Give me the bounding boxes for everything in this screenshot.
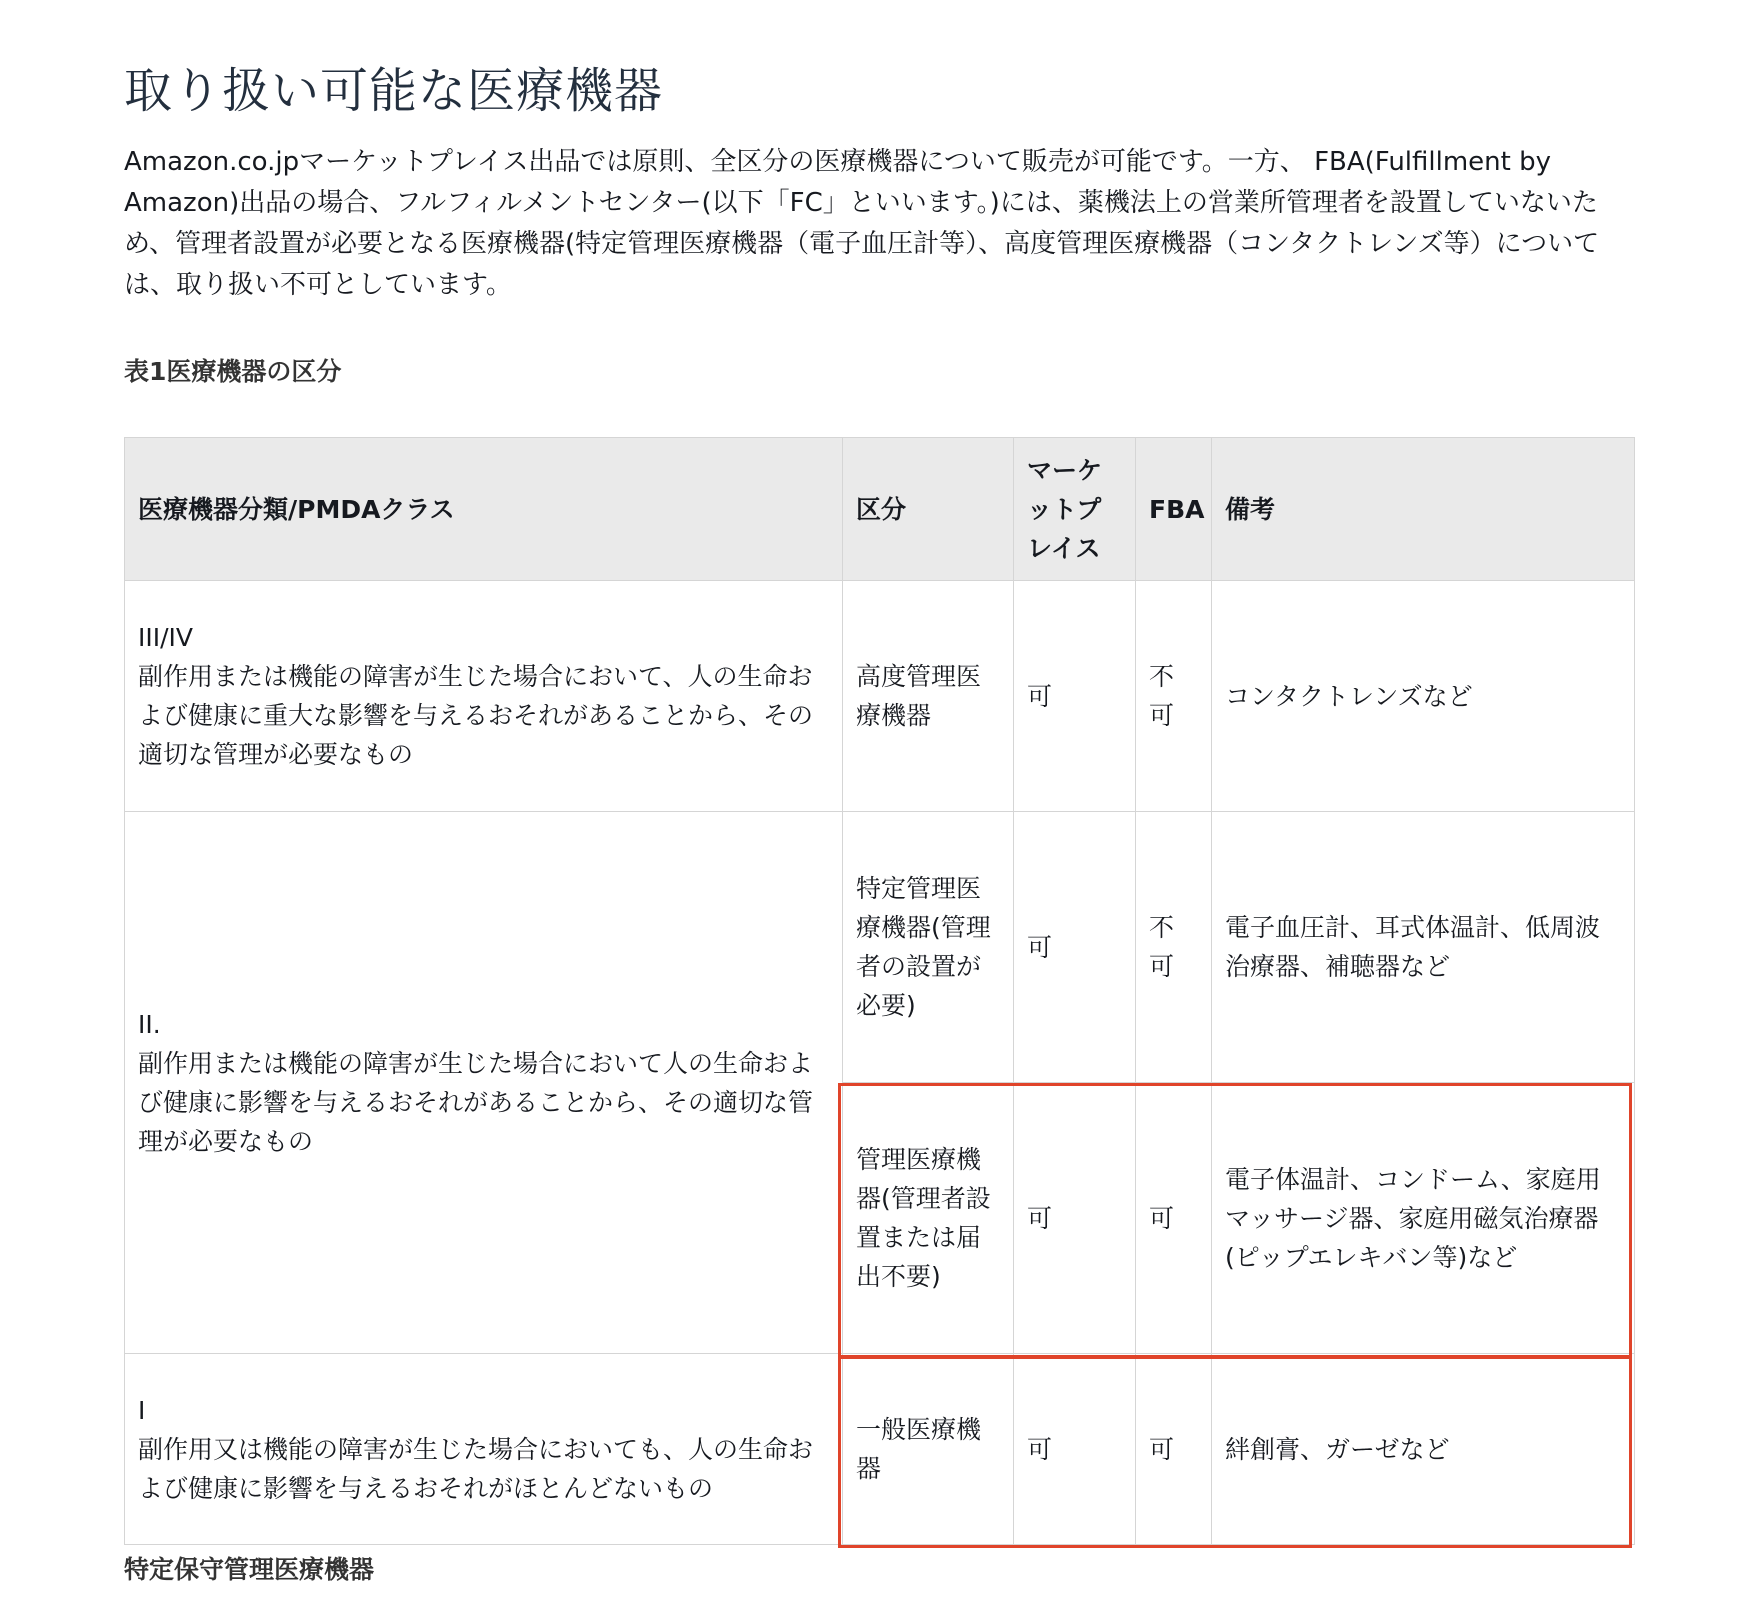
marketplace-cell: 可 [1014,581,1136,812]
header-classification: 医療機器分類/PMDAクラス [125,438,843,581]
class-description: 副作用又は機能の障害が生じた場合においても、人の生命および健康に影響を与えるおそれがほとんどないもの [138,1434,814,1503]
class-label: I [138,1395,146,1425]
table-header-row [125,438,1635,581]
intro-paragraph: Amazon.co.jpマーケットプレイス出品では原則、全区分の医療機器について販売が可能です。一方、 FBA(Fulfillment by Amazon)出品の場合、フルフィルメントセンター(以下「FC」といいます。)には、薬機法上の営業所管理者を設置していないため、管理者設置が必要となる医療機器(特定管理医療機器（電子血圧計等）、高度管理医療機器（コンタクトレンズ等）については、取り扱い不可としています。 [124,147,1600,300]
classification-cell [125,581,843,812]
class-label: III/IV [138,623,194,652]
class-description: 副作用または機能の障害が生じた場合において、人の生命および健康に重大な影響を与えるおそれがあることから、その適切な管理が必要なもの [138,662,814,769]
fba-cell: 可 [1136,1083,1212,1354]
header-remarks: 備考 [1212,438,1635,581]
category-cell: 特定管理医療機器(管理者の設置が必要) [843,812,1014,1083]
page-title: 取り扱い可能な医療機器 [124,63,664,119]
fba-cell: 可 [1136,1354,1212,1545]
header-marketplace: マーケットプレイス [1014,438,1136,581]
fba-cell: 不可 [1136,812,1212,1083]
table-caption: 表1医療機器の区分 [124,357,342,386]
marketplace-cell: 可 [1014,812,1136,1083]
category-cell: 高度管理医療機器 [843,581,1014,812]
table-row [125,1354,1635,1545]
table-row [125,812,1635,1083]
classification-cell [125,1354,843,1545]
remarks-cell: 電子血圧計、耳式体温計、低周波治療器、補聴器など [1212,812,1635,1083]
remarks-cell: コンタクトレンズなど [1212,581,1635,812]
section-heading: 特定保守管理医療機器 [124,1555,375,1584]
marketplace-cell: 可 [1014,1083,1136,1354]
classification-cell [125,812,843,1354]
header-fba: FBA [1136,438,1212,581]
header-category: 区分 [843,438,1014,581]
fba-cell: 不可 [1136,581,1212,812]
category-cell: 一般医療機器 [843,1354,1014,1545]
remarks-cell: 電子体温計、コンドーム、家庭用マッサージ器、家庭用磁気治療器(ピップエレキバン等)など [1212,1083,1635,1354]
table-row [125,581,1635,812]
class-description: 副作用または機能の障害が生じた場合において人の生命および健康に影響を与えるおそれがあることから、その適切な管理が必要なもの [138,1048,814,1156]
category-cell: 管理医療機器(管理者設置または届出不要) [843,1083,1014,1354]
marketplace-cell: 可 [1014,1354,1136,1545]
class-label: II. [138,1009,161,1039]
medical-device-table [124,437,1635,1545]
remarks-cell: 絆創膏、ガーゼなど [1212,1354,1635,1545]
